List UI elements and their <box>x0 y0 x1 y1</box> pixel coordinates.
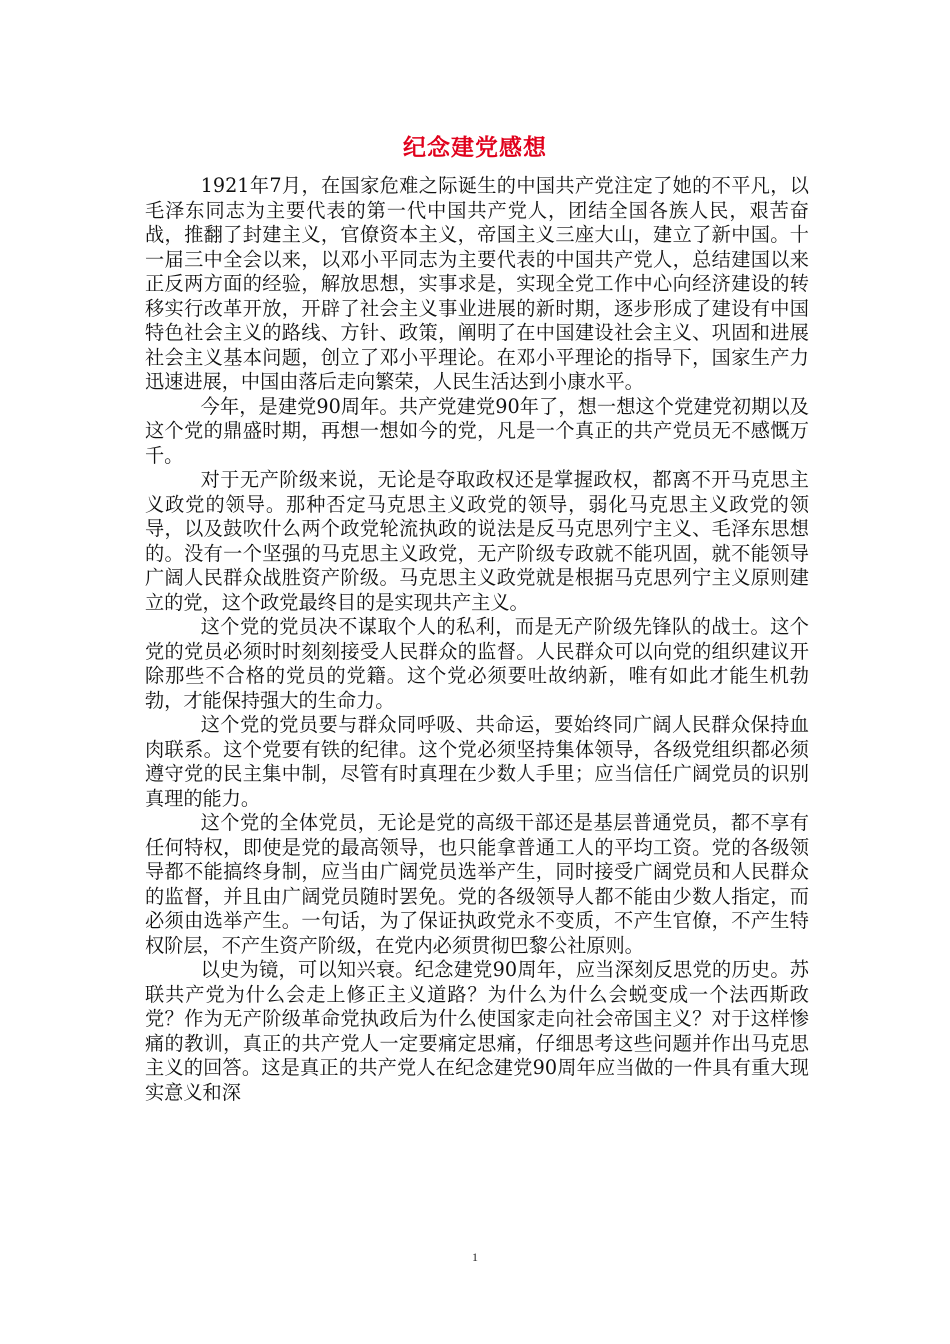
document-body <box>145 174 809 1105</box>
page-number: 1 <box>472 1250 478 1264</box>
paragraph: 以史为镜，可以知兴衰。纪念建党90周年，应当深刻反思党的历史。苏联共产党为什么会走上修正主义道路？为什么为什么会蜕变成一个法西斯政党？作为无产阶级革命党执政后为什么使国家走向社会帝国主义？对于这样惨痛的教训，真正的共产党人一定要痛定思痛，仔细思考这些问题并作出马克思主义的回答。这是真正的共产党人在纪念建党90周年应当做的一件具有重大现实意义和深 <box>145 958 809 1104</box>
paragraph: 这个党的全体党员，无论是党的高级干部还是基层普通党员，都不享有任何特权，即使是党的最高领导，也只能拿普通工人的平均工资。党的各级领导都不能搞终身制，应当由广阔党员选举产生，同时接受广阔党员和人民群众的监督，并且由广阔党员随时罢免。党的各级领导人都不能由少数人指定，而必须由选举产生。一句话，为了保证执政党永不变质，不产生官僚，不产生特权阶层，不产生资产阶级，在党内必须贯彻巴黎公社原则。 <box>145 811 809 957</box>
paragraph: 这个党的党员要与群众同呼吸、共命运，要始终同广阔人民群众保持血肉联系。这个党要有铁的纪律。这个党必须坚持集体领导，各级党组织都必须遵守党的民主集中制，尽管有时真理在少数人手里；应当信任广阔党员的识别真理的能力。 <box>145 713 809 810</box>
paragraph: 1921年7月，在国家危难之际诞生的中国共产党注定了她的不平凡，以毛泽东同志为主要代表的第一代中国共产党人，团结全国各族人民，艰苦奋战，推翻了封建主义，官僚资本主义，帝国主义三座大山，建立了新中国。十一届三中全会以来，以邓小平同志为主要代表的中国共产党人，总结建国以来正反两方面的经验，解放思想，实事求是，实现全党工作中心向经济建设的转移实行改革开放，开辟了社会主义事业进展的新时期，逐步形成了建设有中国特色社会主义的路线、方针、政策，阐明了在中国建设社会主义、巩固和进展社会主义基本问题，创立了邓小平理论。在邓小平理论的指导下，国家生产力迅速进展，中国由落后走向繁荣，人民生活达到小康水平。 <box>145 174 809 393</box>
document-title: 纪念建党感想 <box>403 134 547 161</box>
paragraph: 这个党的党员决不谋取个人的私利，而是无产阶级先锋队的战士。这个党的党员必须时时刻刻接受人民群众的监督。人民群众可以向党的组织建议开除那些不合格的党员的党籍。这个党必须要吐故纳新，唯有如此才能生机勃勃，才能保持强大的生命力。 <box>145 615 809 712</box>
paragraph: 对于无产阶级来说，无论是夺取政权还是掌握政权，都离不开马克思主义政党的领导。那种否定马克思主义政党的领导，弱化马克思主义政党的领导，以及鼓吹什么两个政党轮流执政的说法是反马克思列宁主义、毛泽东思想的。没有一个坚强的马克思主义政党，无产阶级专政就不能巩固，就不能领导广阔人民群众战胜资产阶级。马克思主义政党就是根据马克思列宁主义原则建立的党，这个政党最终目的是实现共产主义。 <box>145 468 809 614</box>
paragraph: 今年，是建党90周年。共产党建党90年了，想一想这个党建党初期以及这个党的鼎盛时期，再想一想如今的党，凡是一个真正的共产党员无不感慨万千。 <box>145 394 809 467</box>
